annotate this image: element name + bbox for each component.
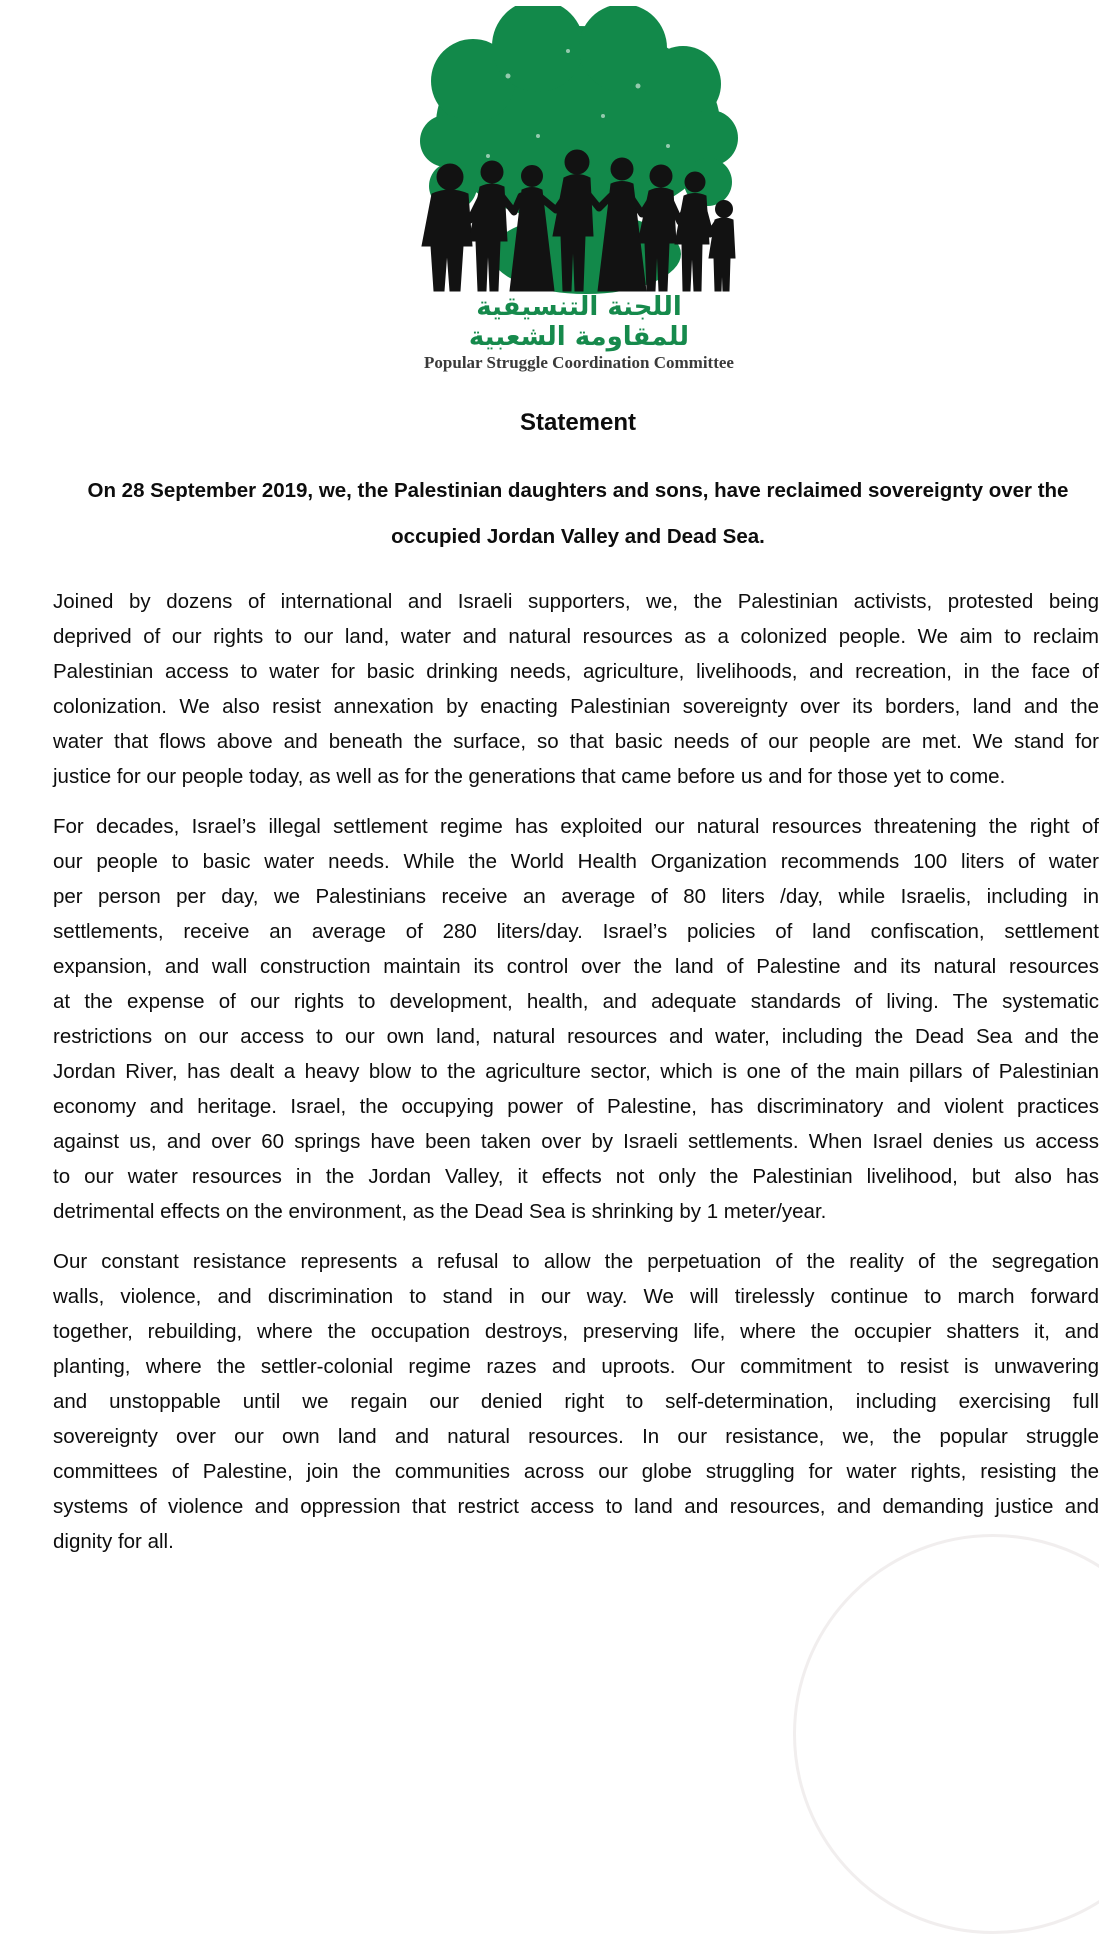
text-line: together, rebuilding, where the occupation destroys, preserving life, where the occupier shatters it, and [53,1320,1099,1343]
text-line: Jordan River, has dealt a heavy blow to the agriculture sector, which is one of the main pillars of Palestinian [53,1060,1099,1083]
text-line: our people to basic water needs. While the World Health Organization recommends 100 liters of water [53,850,1099,873]
paragraphs [53,584,1099,1574]
tree-and-people-graphic [418,6,740,296]
text-line: detrimental effects on the environment, as the Dead Sea is shrinking by 1 meter/year. [53,1200,827,1223]
text-line: settlements, receive an average of 280 liters/day. Israel’s policies of land confiscation, settlement [53,920,1099,943]
text-line: walls, violence, and discrimination to stand in our way. We will tirelessly continue to march forward [53,1285,1099,1308]
text-line: justice for our people today, as well as for the generations that came before us and for those yet to come. [53,765,1006,788]
statement-heading: Statement [519,409,637,436]
organization-english-caption: Popular Struggle Coordination Committee [424,353,734,372]
organization-logo [418,6,740,373]
text-line: Our constant resistance represents a refusal to allow the perpetuation of the reality of the segregation [53,1250,1099,1273]
text-line: For decades, Israel’s illegal settlement regime has exploited our natural resources threatening the right of [53,815,1099,838]
text-line: planting, where the settler-colonial regime razes and uproots. Our commitment to resist is unwavering [53,1355,1099,1378]
paragraph [53,584,1099,794]
paragraph [53,1244,1099,1559]
text-line: to our water resources in the Jordan Valley, it effects not only the Palestinian livelihood, but also has [53,1165,1099,1188]
organization-arabic-name: اللجنة التنسيقية للمقاومة الشعبية [468,292,690,352]
paragraph [53,809,1099,1229]
text-line: Palestinian access to water for basic drinking needs, agriculture, livelihoods, and recreation, in the face of [53,660,1099,683]
text-line: deprived of our rights to our land, water and natural resources as a colonized people. We aim to reclaim [53,625,1099,648]
text-line: sovereignty over our own land and natural resources. In our resistance, we, the popular struggle [53,1425,1099,1448]
text-line: water that flows above and beneath the surface, so that basic needs of our people are met. We stand for [53,730,1099,753]
document-title-line-2: occupied Jordan Valley and Dead Sea. [391,525,765,548]
text-line: at the expense of our rights to development, health, and adequate standards of living. The systematic [53,990,1099,1013]
text-line: restrictions on our access to our own land, natural resources and water, including the Dead Sea and the [53,1025,1099,1048]
text-line: economy and heritage. Israel, the occupying power of Palestine, has discriminatory and violent practices [53,1095,1099,1118]
text-line: dignity for all. [53,1530,174,1553]
text-line: and unstoppable until we regain our denied right to self-determination, including exercising full [53,1390,1099,1413]
text-line: expansion, and wall construction maintain its control over the land of Palestine and its natural resources [53,955,1099,978]
text-line: per person per day, we Palestinians receive an average of 80 liters /day, while Israelis, including in [53,885,1099,908]
text-line: Joined by dozens of international and Israeli supporters, we, the Palestinian activists, protested being [53,590,1099,613]
document-title-line-1: On 28 September 2019, we, the Palestinian daughters and sons, have reclaimed sovereignty over the [87,479,1069,502]
watermark-arc [793,1534,1099,1934]
text-line: systems of violence and oppression that restrict access to land and resources, and demanding justice and [53,1495,1099,1518]
document-title [0,468,1099,560]
text-line: colonization. We also resist annexation by enacting Palestinian sovereignty over its borders, land and the [53,695,1099,718]
text-line: committees of Palestine, join the communities across our globe struggling for water rights, resisting the [53,1460,1099,1483]
text-line: against us, and over 60 springs have been taken over by Israeli settlements. When Israel denies us access [53,1130,1099,1153]
